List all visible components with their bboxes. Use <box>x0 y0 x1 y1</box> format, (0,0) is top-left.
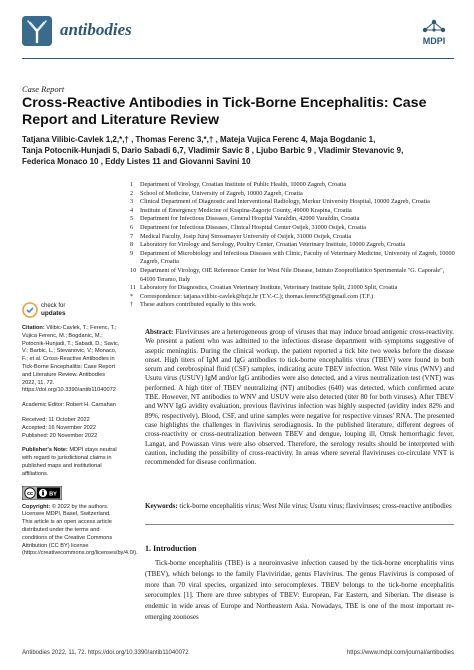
affiliation-text: Institute of Emergency Medicine of Krapina-Zagorje County, 49000 Krapina, Croatia <box>140 206 352 214</box>
author-line[interactable]: Tanja Potocnik-Hunjadi 5, Dario Sabadi 6,7, Vladimir Savic 8 , Ljubo Barbic 9 , Vladimir Stevanovic 9, <box>22 146 404 155</box>
affiliation-number: 2 <box>130 189 134 197</box>
abstract-text: Flaviviruses are a heterogeneous group of viruses that may induce broad antigenic cross-reactivity. We present a patient who was admitted to the infectious disease department with symptoms suggestive of aseptic meningitis. During the clinical workup, the patient reported a tick bite two weeks before the disease onset. High titers of IgM and IgG antibodies to tick-borne encephalitis virus (TBEV) were found in both serum and cerebrospinal fluid (CSF) samples, indicating acute TBEV infection. West Nile virus (WNV) and Usutu virus (USUV) IgM and/or IgG antibodies were also detected, and a virus neutralization test (VNT) was performed. A high titer of TBEV neutralizing (NT) antibodies (640) was detected, which confirmed acute TBE. However, NT antibodies to WNV and USUV were also detected (titer 80 for both viruses). After TBEV and WNV IgG avidity evaluation, previous flavivirus infection was highly suspected (avidity index 82% and 89%, respectively). Blood, CSF, and urine samples were negative for respective viruses' RNA. The presented case highlights the challenges in flavivirus serodiagnosis. In the published literature, different degrees of cross-reactivity or cross-neutralization between TBEV and dengue, louping ill, Omsk hemorrhagic fever, Langat, and Powassan virus were also observed. Therefore, the serology results should be interpreted with caution, including the possibility of cross-reactivity. In areas where several flaviviruses co-circulate VNT is recommended for disease confirmation. <box>145 328 455 467</box>
affiliation-number: † <box>130 301 134 309</box>
section-divider <box>145 524 454 525</box>
footer-citation[interactable]: Antibodies 2022, 11, 72. https://doi.org/10.3390/antib11040072 <box>22 650 189 656</box>
check-updates-label: check for updates <box>41 303 66 317</box>
article-type: Case Report <box>22 84 65 94</box>
affiliation-item <box>130 241 460 250</box>
affiliation-text: Correspondence: tatjana.vilibic-cavlek@hzjz.hr (T.V.-C.); thomas.ferenc95@gmail.com (T.F.) <box>140 292 374 300</box>
keywords-label: Keywords: <box>145 502 178 510</box>
affiliation-number: 11 <box>130 284 136 292</box>
footer-journal-url[interactable]: https://www.mdpi.com/journal/antibodies <box>346 650 454 656</box>
publisher-note-label: Publisher's Note: <box>22 447 68 454</box>
keywords-text: tick-borne encephalitis virus; West Nile virus; Usutu virus; flaviviruses; cross-reactive antibodies <box>179 502 452 510</box>
mdpi-logo[interactable] <box>414 18 454 48</box>
introduction-text: Tick-borne encephalitis (TBE) is a neuroinvasive infection caused by the tick-borne encephalitis virus (TBEV), which belongs to the family Flaviviridae, genus Flavivirus. The genus Flavivirus is composed of more than 70 viral species, organized into serocomplexes. TBEV belongs to the tick-borne encephalitis serocomplex [1]. There are three subtypes of TBEV: European, Far Eastern, and Siberian. The disease is endemic in wide areas of Europe and Northeastern Asia. Nowadays, TBE is one of the most important re-emerging zoonoses <box>145 559 454 621</box>
affiliation-item <box>130 233 460 242</box>
affiliation-text: Department of Virology, OIE Reference Center for West Nile Disease, Istituto Zooprofilattico Sperimentale "G. Caporale", 64100 Teramo, Italy <box>140 266 445 283</box>
affiliation-text: Department for Infectious Diseases, Clinical Hospital Center Osijek, 31000 Osijek, Croatia <box>140 223 366 231</box>
cc-by-icon[interactable] <box>22 486 62 500</box>
mdpi-logo-text: MDPI <box>422 36 446 46</box>
affiliation-number: * <box>130 292 134 300</box>
published-date: Published: 20 November 2022 <box>22 432 98 439</box>
affiliation-item <box>130 284 460 293</box>
affiliation-text: Department of Microbiology and Infectious Diseases with Clinic, Faculty of Veterinary Medicine, University of Zagreb, 10000 Zagreb, Croatia <box>140 249 455 266</box>
affiliation-text: Laboratory for Diagnostics, Croatian Veterinary Institute, Veterinary Institute Split, 21000 Split, Croatia <box>140 284 398 292</box>
publisher-note-block <box>22 447 120 478</box>
academic-editor-block <box>22 402 120 410</box>
affiliation-number: 1 <box>130 181 134 188</box>
svg-text:BY: BY <box>49 490 57 497</box>
affiliation-list <box>130 181 460 310</box>
affiliation-number: 7 <box>130 232 134 240</box>
affiliation-number: 8 <box>130 241 134 249</box>
editor-name: Robert H. Carnahan <box>65 402 116 409</box>
affiliation-item <box>130 215 460 224</box>
affiliation-number: 10 <box>130 266 137 274</box>
check-for-updates-button[interactable] <box>22 302 120 318</box>
check-updates-icon <box>22 302 38 318</box>
affiliation-text: School of Medicine, University of Zagreb, 10000 Zagreb, Croatia <box>140 189 303 197</box>
journal-header <box>22 16 454 56</box>
copyright-text: © 2022 by the authors. Licensee MDPI, Basel, Switzerland. This article is an open access article distributed under the terms and conditions of the Creative Commons Attribution (CC BY) license (https://creativecommons.org/licenses/by/4.0/). <box>22 503 138 557</box>
svg-text:cc: cc <box>27 490 33 497</box>
introduction-paragraph <box>145 558 454 623</box>
affiliation-number: 9 <box>130 249 134 257</box>
citation-block <box>22 325 120 395</box>
citation-label: Citation: <box>22 325 45 331</box>
affiliation-item <box>130 293 460 302</box>
affiliation-text: Department of Virology, Croatian Institute of Public Health, 10000 Zagreb, Croatia <box>140 181 347 188</box>
dates-block <box>22 417 120 440</box>
citation-text[interactable]: Vilibic-Cavlek, T.; Ferenc, T.; Vujica Ferenc, M.; Bogdanic, M.; Potocnik-Hunjadi, T.; Sabadi, D.; Savic, V.; Barbic, L.; Stevanovic, V.; Monaco, F.; et al. Cross-Reactive Antibodies in Tick-Borne Encephalitis: Case Report and Literature Review. Antibodies 2022, 11, 72. https://doi.org/10.3390/antib11040072 <box>22 325 120 394</box>
affiliation-number: 6 <box>130 223 134 231</box>
affiliation-text: Medical Faculty, Josip Juraj Strossmayer University of Osijek, 31000 Osijek, Croatia <box>140 232 352 240</box>
affiliation-item <box>130 181 460 190</box>
affiliation-text: These authors contributed equally to this work. <box>140 301 257 309</box>
affiliation-item <box>130 224 460 233</box>
abstract <box>145 328 454 467</box>
keywords <box>145 502 454 511</box>
affiliation-number: 5 <box>130 215 134 223</box>
editor-label: Academic Editor: <box>22 402 65 409</box>
affiliation-text: Department for Infectious Diseases, General Hospital Varaždin, 42000 Varaždin, Croatia <box>140 215 360 223</box>
article-title: Cross-Reactive Antibodies in Tick-Borne Encephalitis: Case Report and Literature Review <box>22 95 427 128</box>
affiliation-item <box>130 198 460 207</box>
section-heading: 1. Introduction <box>145 544 197 553</box>
affiliation-item <box>130 250 460 267</box>
copyright-block <box>22 503 138 559</box>
author-list <box>22 134 452 167</box>
affiliation-number: 3 <box>130 198 134 206</box>
affiliation-text: Clinical Department of Diagnostic and Interventional Radiology, Merkur University Hospital, 10000 Zagreb, Croatia <box>140 198 430 206</box>
affiliation-item <box>130 190 460 199</box>
author-line[interactable]: Tatjana Vilibic-Cavlek 1,2,*,† , Thomas Ferenc 3,*,† , Mateja Vujica Ferenc 4, Maja Bogdanic 1, <box>22 135 376 144</box>
copyright-label: Copyright: <box>22 503 51 510</box>
affiliation-text: Laboratory for Virology and Serology, Poultry Center, Croatian Veterinary Institute, 10000 Zagreb, Croatia <box>140 241 406 249</box>
journal-name[interactable]: antibodies <box>60 20 132 39</box>
publisher-note-text: MDPI stays neutral with regard to jurisdictional claims in published maps and institutional affiliations. <box>22 447 117 477</box>
affiliation-item <box>130 207 460 216</box>
antibody-icon <box>22 16 52 46</box>
page-footer <box>22 650 454 656</box>
received-date: Received: 11 October 2022 <box>22 416 90 423</box>
affiliation-item <box>130 267 460 284</box>
affiliation-item <box>130 301 460 310</box>
abstract-label: Abstract: <box>145 328 174 336</box>
accepted-date: Accepted: 16 November 2022 <box>22 424 97 431</box>
article-sidebar <box>22 302 138 565</box>
header-divider <box>22 58 454 59</box>
author-line[interactable]: Federica Monaco 10 , Eddy Listes 11 and Giovanni Savini 10 <box>22 157 251 166</box>
affiliation-number: 4 <box>130 206 134 214</box>
